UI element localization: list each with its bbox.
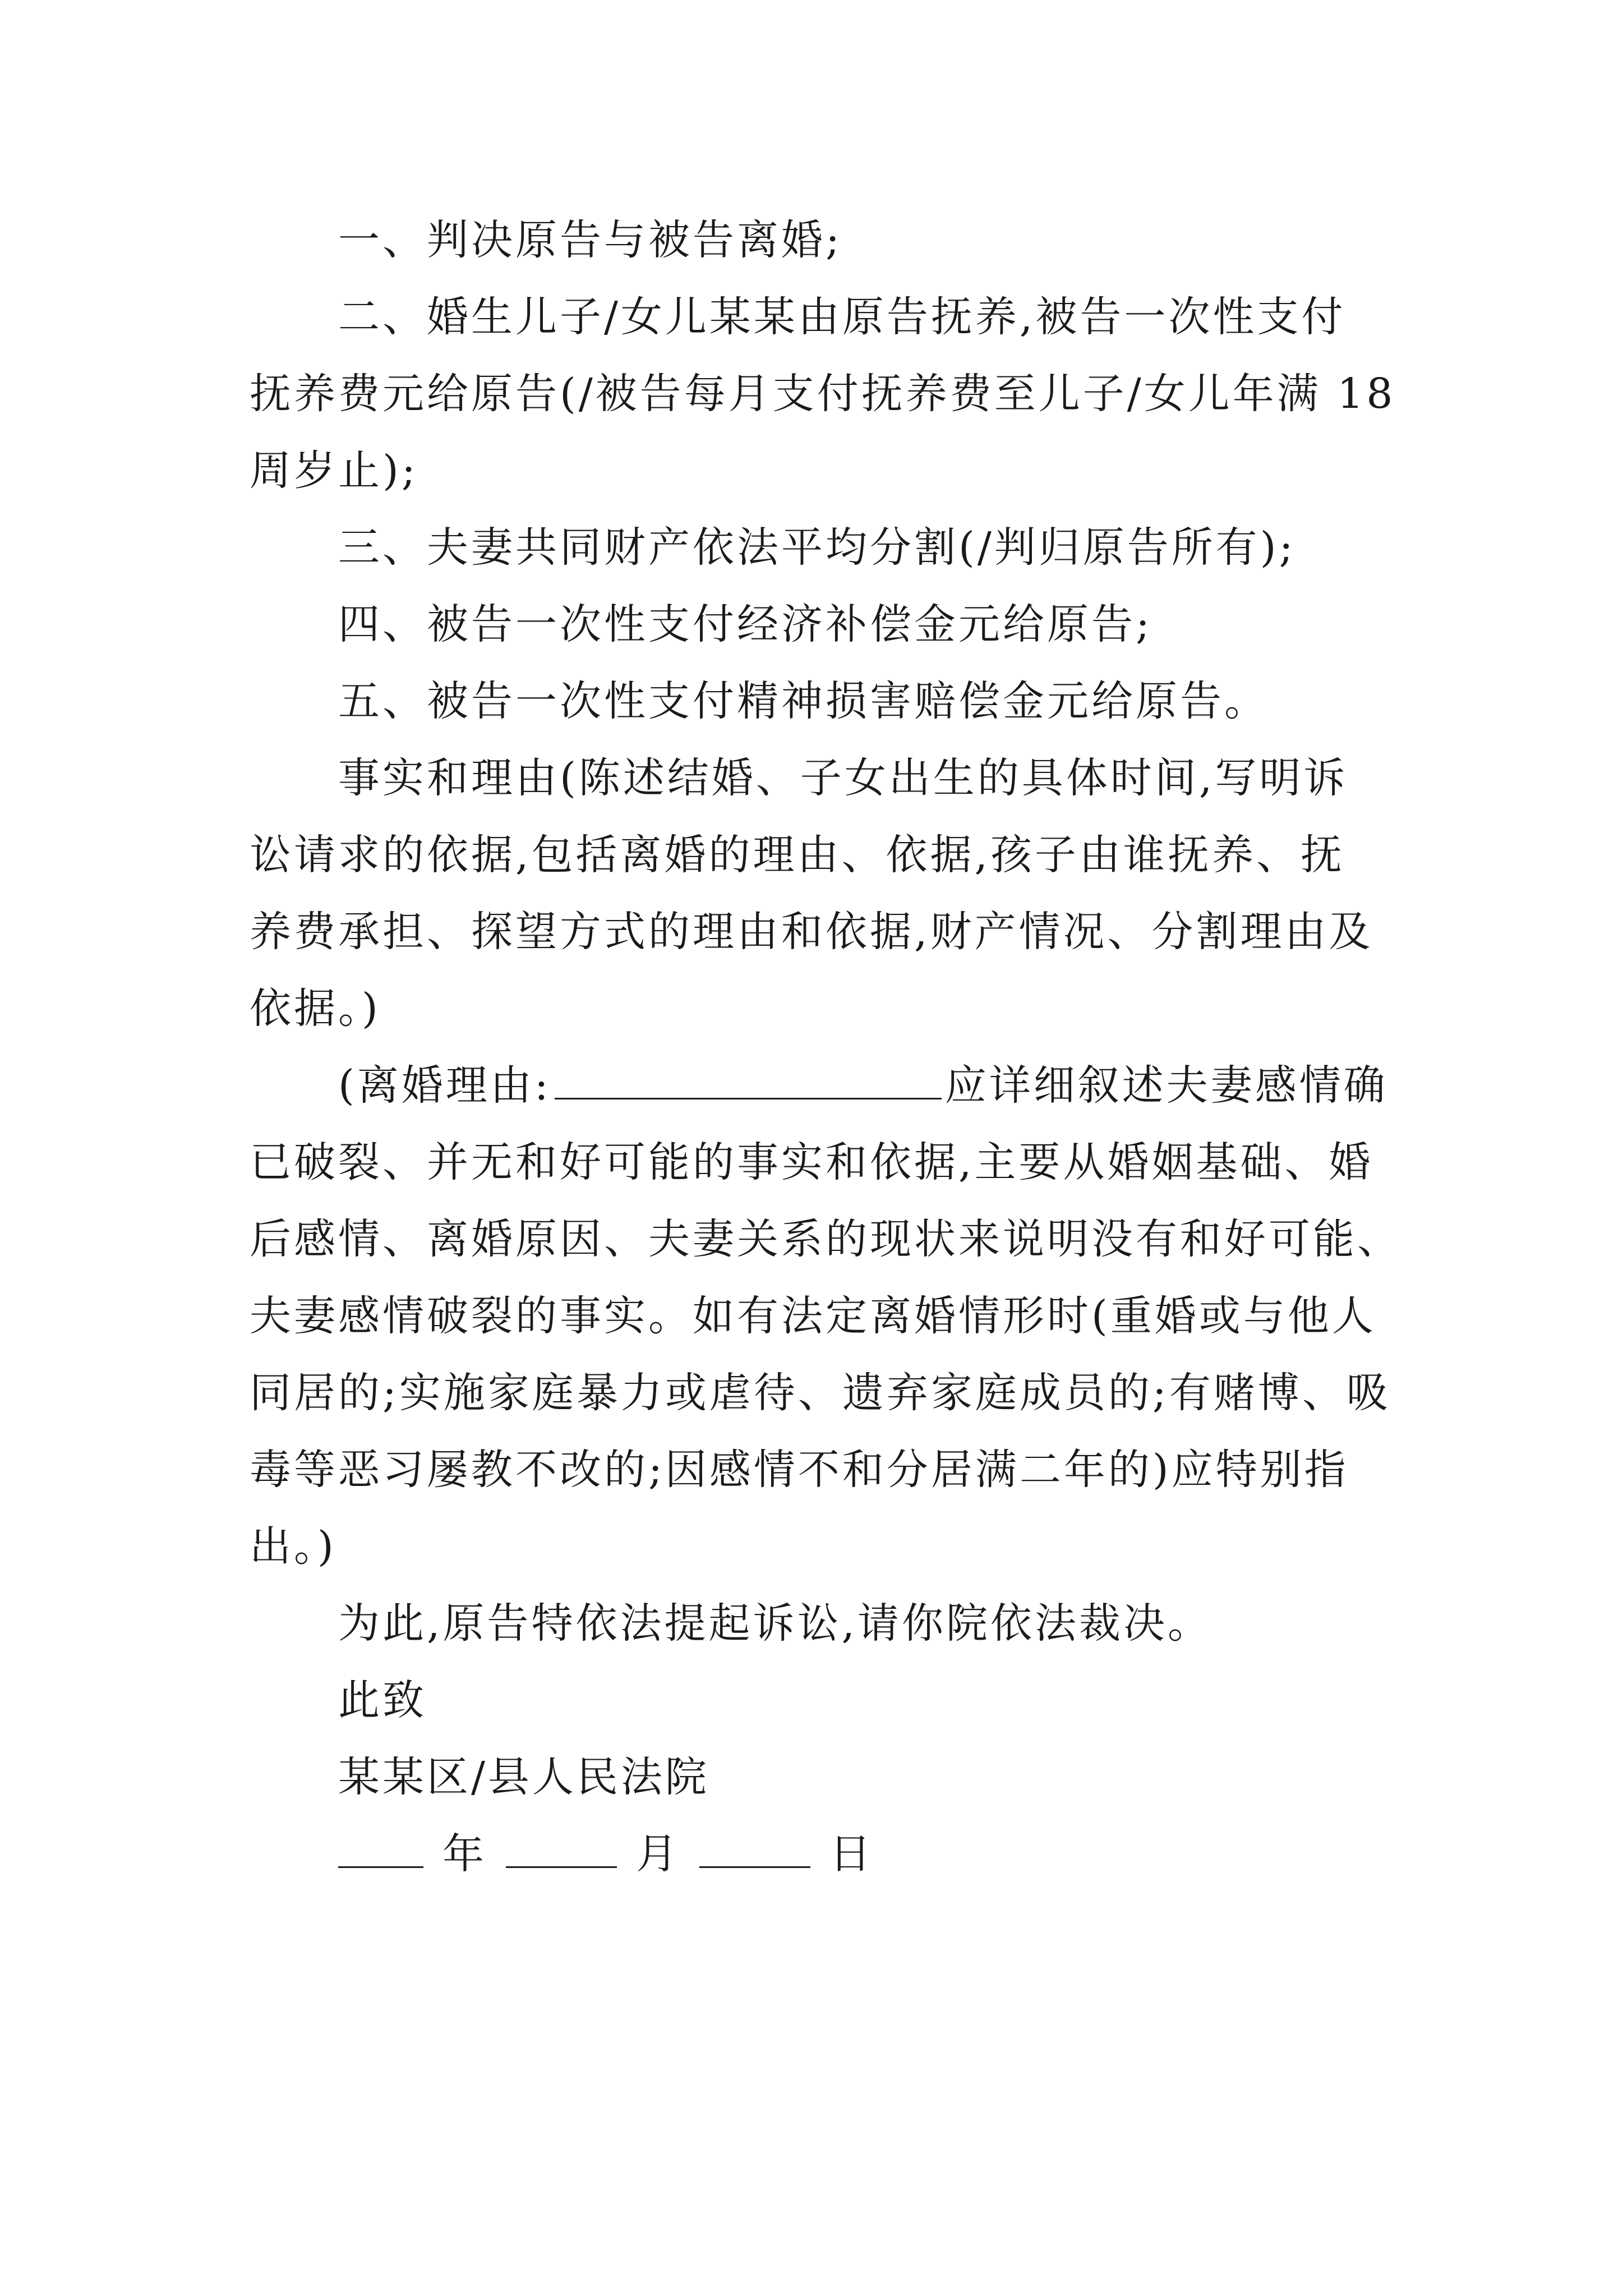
- claim-item-2-line-3: 周岁止);: [250, 447, 418, 495]
- divorce-reason-suffix: 应详细叙述夫妻感情确: [944, 1061, 1388, 1110]
- date-year-label: 年: [442, 1830, 487, 1878]
- claim-item-5: 五、被告一次性支付精神损害赔偿金元给原告。: [338, 677, 1269, 725]
- facts-line-3: 养费承担、探望方式的理由和依据,财产情况、分割理由及: [250, 908, 1373, 956]
- date-year-blank[interactable]: [338, 1834, 423, 1868]
- salutation: 此致: [338, 1676, 427, 1724]
- divorce-reason-blank[interactable]: [555, 1065, 942, 1099]
- divorce-reason-line-5: 同居的;实施家庭暴力或虐待、遗弃家庭成员的;有赌博、吸: [250, 1369, 1391, 1417]
- divorce-reason-paragraph: [250, 1047, 1399, 1585]
- divorce-reason-line-6: 毒等恶习屡教不改的;因感情不和分居满二年的)应特别指: [250, 1446, 1349, 1494]
- facts-line-2: 讼请求的依据,包括离婚的理由、依据,孩子由谁抚养、抚: [250, 831, 1345, 879]
- divorce-reason-line-1: [250, 1047, 1399, 1124]
- divorce-reason-line-3: 后感情、离婚原因、夫妻关系的现状来说明没有和好可能、: [250, 1215, 1401, 1263]
- facts-paragraph: [250, 740, 1399, 1047]
- date-month-label: 月: [636, 1830, 680, 1878]
- date-line: [250, 1816, 1399, 1893]
- facts-line-1: 事实和理由(陈述结婚、子女出生的具体时间,写明诉: [338, 754, 1348, 802]
- date-day-blank[interactable]: [699, 1834, 810, 1868]
- claim-item-4: 四、被告一次性支付经济补偿金元给原告;: [338, 600, 1152, 648]
- divorce-reason-line-4: 夫妻感情破裂的事实。如有法定离婚情形时(重婚或与他人: [250, 1292, 1376, 1340]
- claim-item-2-line-1: 二、婚生儿子/女儿某某由原告抚养,被告一次性支付: [338, 293, 1346, 341]
- claim-item-2-line-2: 抚养费元给原告(/被告每月支付抚养费至儿子/女儿年满 18: [250, 370, 1396, 418]
- claim-item-1: 一、判决原告与被告离婚;: [338, 216, 842, 264]
- facts-line-4: 依据。): [250, 984, 381, 1033]
- closing-statement: 为此,原告特依法提起诉讼,请你院依法裁决。: [338, 1599, 1212, 1648]
- date-day-label: 日: [829, 1830, 874, 1878]
- divorce-reason-line-7: 出。): [250, 1522, 336, 1571]
- divorce-reason-prefix: (离婚理由:: [338, 1061, 551, 1110]
- date-month-blank[interactable]: [506, 1834, 617, 1868]
- court-name: 某某区/县人民法院: [338, 1753, 709, 1801]
- document-body: [250, 202, 1399, 1893]
- claim-item-2: [250, 279, 1399, 509]
- claim-item-3: 三、夫妻共同财产依法平均分割(/判归原告所有);: [338, 523, 1296, 572]
- divorce-reason-line-2: 已破裂、并无和好可能的事实和依据,主要从婚姻基础、婚: [250, 1138, 1373, 1186]
